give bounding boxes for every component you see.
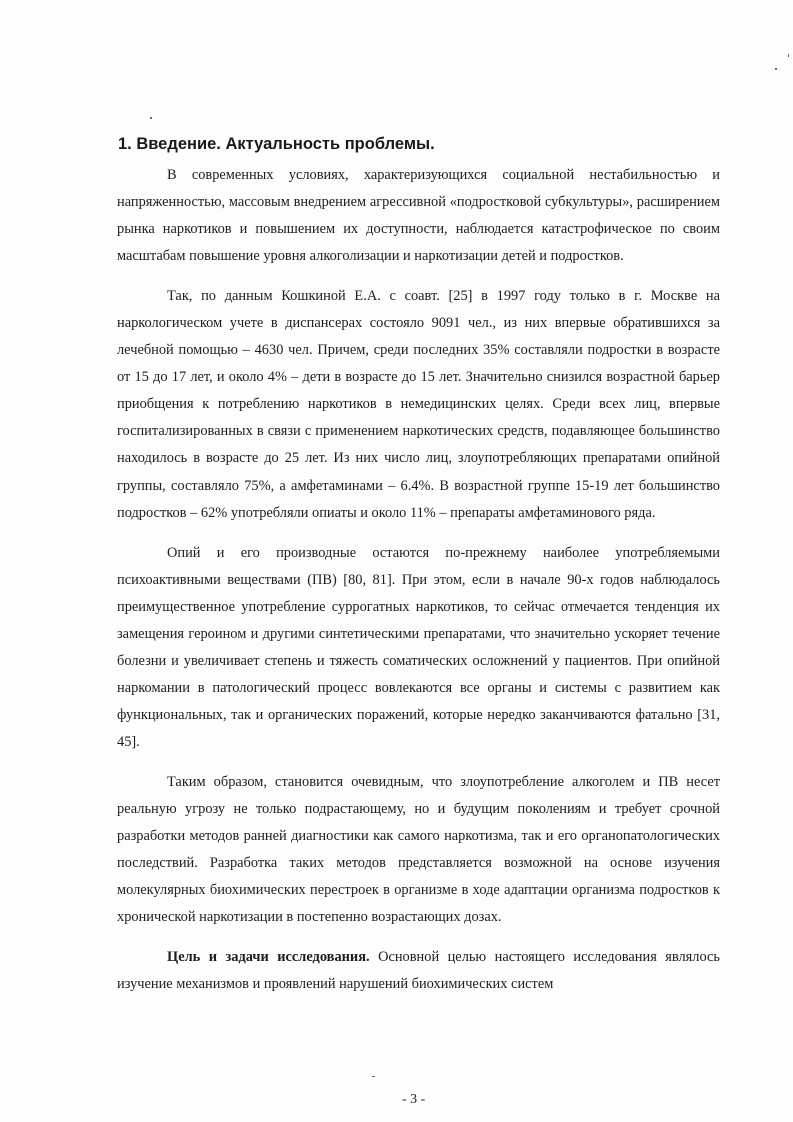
paragraph-statistics: Так, по данным Кошкиной Е.А. с соавт. [25] в 1997 году только в г. Москве на наркологическом учете в диспансерах состояло 9091 чел., из них впервые обратившихся за лечебной помощью – 4630 чел. Причем, среди последних 35% составляли подростки в возрасте от 15 до 17 лет, и около 4% – дети в возрасте до 15 лет. Значительно снизился возрастной барьер приобщения к потреблению наркотиков в немедицинских целях. Среди всех лиц, впервые госпитализированных в связи с применением наркотических средств, подавляющее большинство находилось в возрасте до 25 лет. Из них число лиц, злоупотребляющих препаратами опийной группы, составляло 75%, а амфетаминами – 6.4%. В возрастной группе 15-19 лет большинство подростков – 62% употребляли опиаты и около 11% – препараты амфетаминового ряда. bbox=[117, 288, 720, 521]
paragraph-opiates: Опий и его производные остаются по-прежнему наиболее употребляемыми психоактивными веществами (ПВ) [80, 81]. При этом, если в начале 90-х годов наблюдалось преимущественное употребление суррогатных наркотиков, то сейчас отмечается тенденция их замещения героином и другими синтетическими препаратами, что значительно ускоряет течение болезни и увеличивает степень и тяжесть соматических осложнений у пациентов. При опийной наркомании в патологический процесс вовлекаются все органы и системы с развитием как функциональных, так и органических поражений, которые нередко заканчиваются фатально [31, 45]. bbox=[117, 544, 720, 750]
paragraph-conclusion: Таким образом, становится очевидным, что злоупотребление алкоголем и ПВ несет реальную угрозу не только подрастающему, но и будущим поколениям и требует срочной разработки методов ранней диагностики как самого наркотизма, так и его органопатологических последствий. Разработка таких методов представляется возможной на основе изучения молекулярных биохимических перестроек в организме в ходе адаптации организма подростков к хронической наркотизации в постепенно возрастающих дозах. bbox=[117, 773, 720, 926]
scan-speck bbox=[372, 1076, 375, 1077]
page-number: - 3 - bbox=[402, 1092, 426, 1107]
scan-speck bbox=[788, 54, 789, 57]
body-text bbox=[117, 162, 720, 998]
paragraph-intro: В современных условиях, характеризующихся социальной нестабильностью и напряженностью, массовым внедрением агрессивной «подростковой субкультуры», расширением рынка наркотиков и повышением их доступности, наблюдается катастрофическое по своим масштабам повышение уровня алкоголизации и наркотизации детей и подростков. bbox=[117, 167, 720, 265]
scan-speck bbox=[150, 117, 152, 119]
scan-speck bbox=[775, 68, 777, 70]
goal-heading: Цель и задачи исследования. bbox=[167, 949, 370, 966]
section-heading: 1. Введение. Актуальность проблемы. bbox=[118, 135, 435, 153]
paragraph-goal bbox=[117, 944, 720, 998]
goal-text: Основной целью настоящего исследования являлось изучение механизмов и проявлений нарушений биохимических систем bbox=[117, 949, 720, 993]
